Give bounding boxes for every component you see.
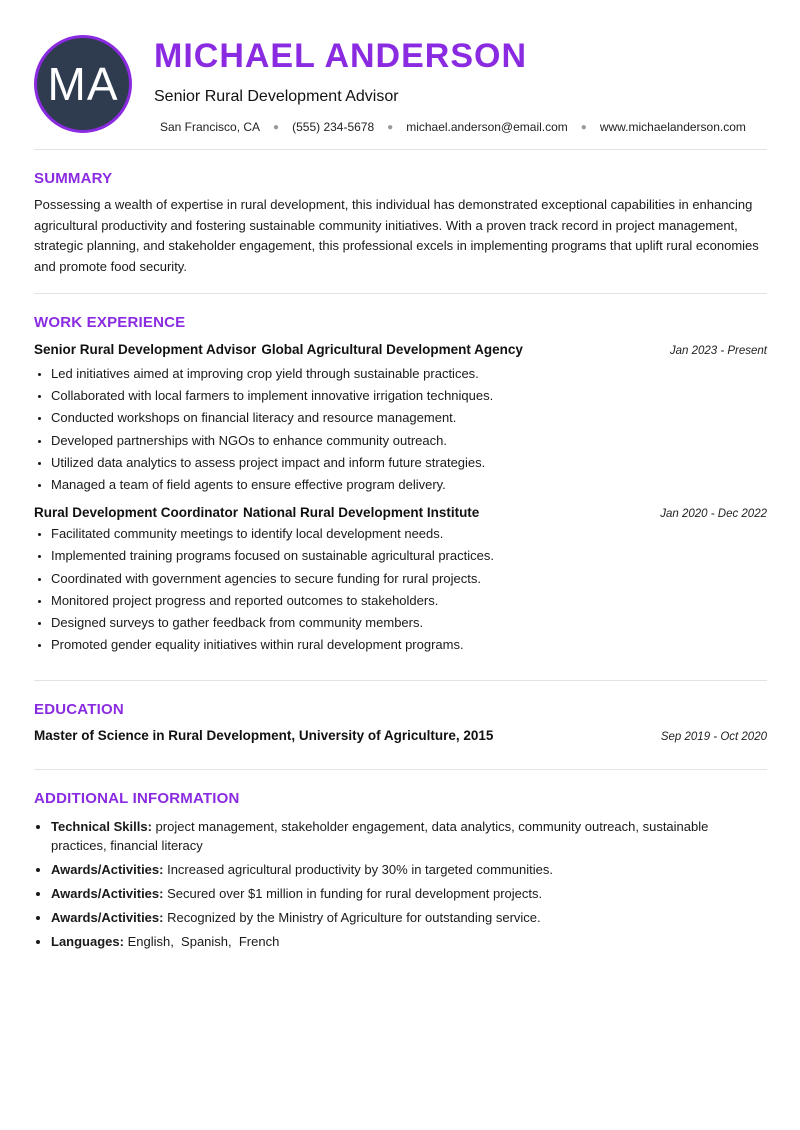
list-item: • Monitored project progress and reported outcomes to stakeholders. bbox=[51, 590, 767, 612]
list-item bbox=[51, 860, 767, 879]
item-text: project management, stakeholder engagement, data analytics, community outreach, sustainable practices, financial literacy bbox=[51, 819, 709, 854]
header-divider bbox=[34, 149, 767, 150]
item-text: Increased agricultural productivity by 30% in targeted communities. bbox=[163, 862, 553, 878]
list-item: • Developed partnerships with NGOs to enhance community outreach. bbox=[51, 430, 767, 452]
job-organization: Global Agricultural Development Agency bbox=[261, 342, 523, 357]
list-item: • Led initiatives aimed at improving crop yield through sustainable practices. bbox=[51, 363, 767, 385]
education-degree: Master of Science in Rural Development, University of Agriculture, 2015 bbox=[34, 728, 494, 744]
item-label: Languages: bbox=[51, 934, 124, 950]
contact-location: San Francisco, CA bbox=[160, 120, 261, 134]
contact-email: michael.anderson@email.com bbox=[406, 120, 568, 134]
item-label: Technical Skills: bbox=[51, 819, 152, 835]
summary-text: Possessing a wealth of expertise in rural development, this individual has demonstrated exceptional capabilities in enhancing agricultural productivity and fostering sustainable community initiatives. With a proven track record in project management, strategic planning, and stakeholder engagement, this professional excels in implementing programs that uplift rural economies and promote food security. bbox=[34, 197, 759, 274]
job-organization: National Rural Development Institute bbox=[243, 505, 480, 521]
contact-website: www.michaelanderson.com bbox=[599, 120, 746, 134]
job-dates: Jan 2023 - Present bbox=[669, 345, 767, 357]
job-role: Senior Rural Development Advisor bbox=[34, 342, 257, 357]
additional-section bbox=[34, 770, 767, 951]
job-bullets bbox=[34, 363, 767, 496]
education-section bbox=[34, 681, 767, 770]
list-item: • Coordinated with government agencies to secure funding for rural projects. bbox=[51, 568, 767, 590]
job-entry bbox=[34, 505, 767, 656]
job-title bbox=[34, 342, 523, 357]
list-item bbox=[51, 817, 767, 855]
list-item bbox=[51, 932, 767, 951]
item-label: Awards/Activities: bbox=[51, 886, 164, 902]
list-item: • Designed surveys to gather feedback from community members. bbox=[51, 612, 767, 634]
avatar-initials: MA bbox=[47, 58, 119, 110]
job-entry bbox=[34, 342, 767, 496]
experience-section bbox=[34, 294, 767, 681]
job-bullets bbox=[34, 523, 767, 656]
list-item: • Collaborated with local farmers to implement innovative irrigation techniques. bbox=[51, 385, 767, 407]
summary-section bbox=[34, 150, 767, 294]
item-label: Awards/Activities: bbox=[51, 910, 164, 926]
list-item: • Implemented training programs focused on sustainable agricultural practices. bbox=[51, 545, 767, 567]
candidate-name: MICHAEL ANDERSON bbox=[154, 37, 528, 75]
job-role: Rural Development Coordinator bbox=[34, 505, 239, 521]
job-header bbox=[34, 505, 767, 520]
education-dates: Sep 2019 - Oct 2020 bbox=[660, 731, 767, 744]
item-label: Awards/Activities: bbox=[51, 862, 164, 878]
item-text: English, Spanish, French bbox=[123, 934, 280, 950]
job-title bbox=[34, 505, 479, 520]
contact-line bbox=[160, 120, 746, 134]
education-entry bbox=[34, 728, 767, 743]
candidate-role: Senior Rural Development Advisor bbox=[154, 88, 399, 105]
separator-dot-icon: ● bbox=[387, 121, 394, 133]
additional-list bbox=[34, 817, 767, 951]
section-title-experience: WORK EXPERIENCE bbox=[34, 314, 186, 331]
list-item: • Managed a team of field agents to ensure effective program delivery. bbox=[51, 474, 767, 496]
job-header bbox=[34, 342, 767, 357]
list-item: • Conducted workshops on financial literacy and resource management. bbox=[51, 407, 767, 429]
job-dates: Jan 2020 - Dec 2022 bbox=[660, 508, 767, 521]
list-item: • Facilitated community meetings to identify local development needs. bbox=[51, 523, 767, 545]
list-item bbox=[51, 884, 767, 903]
section-title-additional: ADDITIONAL INFORMATION bbox=[34, 790, 240, 808]
section-title-summary: SUMMARY bbox=[34, 170, 113, 187]
separator-dot-icon: ● bbox=[580, 121, 587, 133]
item-text: Recognized by the Ministry of Agriculture for outstanding service. bbox=[163, 910, 541, 926]
section-title-education: EDUCATION bbox=[34, 701, 124, 719]
separator-dot-icon: ● bbox=[273, 121, 280, 133]
avatar bbox=[34, 35, 132, 133]
list-item: • Utilized data analytics to assess project impact and inform future strategies. bbox=[51, 452, 767, 474]
list-item bbox=[51, 908, 767, 927]
contact-phone: (555) 234-5678 bbox=[292, 120, 375, 134]
list-item: • Promoted gender equality initiatives within rural development programs. bbox=[51, 634, 767, 656]
resume-header bbox=[34, 0, 767, 150]
item-text: Secured over $1 million in funding for rural development projects. bbox=[163, 886, 543, 902]
